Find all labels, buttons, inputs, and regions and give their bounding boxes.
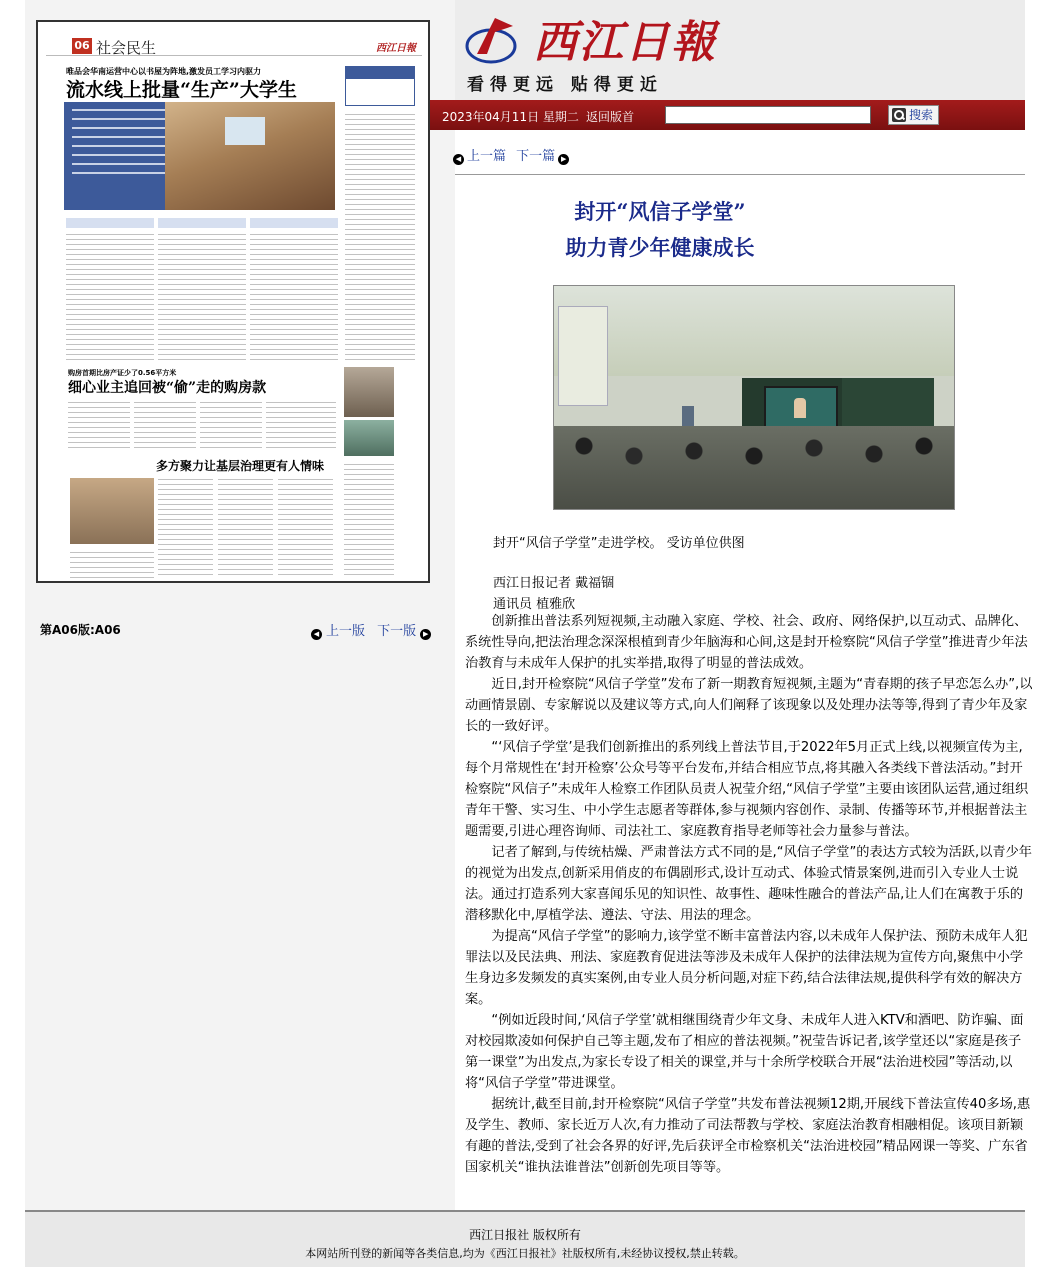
paper-side-box xyxy=(345,66,415,106)
paper-photo-library xyxy=(165,102,335,210)
paragraph: 记者了解到,与传统枯燥、严肃普法方式不同的是,“风信子学堂”的表达方式较为活跃,以青少年的视觉为出发点,创新采用俏皮的布偶剧形式,设计互动式、体验式情景案例,进而引入专业人士说法。通过打造系列大家喜闻乐见的知识性、故事性、趣味性融合的普法产品,让人们在寓教于乐的潜移默化中,厚植学法、遵法、守法、用法的理念。 xyxy=(465,845,1032,923)
footer-copyright: 西江日报社 版权所有 xyxy=(469,1228,581,1242)
paper-headline2-sub: 购房首期比房产证少了0.56平方米 xyxy=(68,369,177,377)
paper-headline: 流水线上批量“生产”大学生 xyxy=(66,79,297,101)
paragraph: 创新推出普法系列短视频,主动融入家庭、学校、社会、政府、网络保护,以互动式、品牌化、系统性导向,把法治理念深深根植到青少年脑海和心间,这是封开检察院“风信子学堂”推进青少年法治教育与未成年人保护的扎实举措,取得了明显的普法成效。 xyxy=(465,614,1028,671)
page xyxy=(25,0,1033,1267)
arrow-left-icon: ◀ xyxy=(453,154,464,165)
search-input[interactable] xyxy=(665,106,871,124)
edition-label: 第A06版:A06 xyxy=(40,623,121,637)
newspaper-logo[interactable]: 西江日報 xyxy=(533,17,717,68)
prev-article-link[interactable]: 上一篇 xyxy=(467,149,507,164)
newspaper-page-image[interactable] xyxy=(36,20,430,583)
article-body xyxy=(465,611,1033,1178)
paper-section-title: 社会民生 xyxy=(96,39,157,57)
flag-logo-icon xyxy=(465,14,519,66)
masthead xyxy=(455,0,1025,100)
byline xyxy=(493,573,614,615)
footer-notice: 本网站所刊登的新闻等各类信息,均为《西江日报社》社版权所有,未经协议授权,禁止转载。 xyxy=(305,1247,745,1260)
paragraph: 据统计,截至目前,封开检察院“风信子学堂”共发布普法视频12期,开展线下普法宣传40多场,惠及学生、教师、家长近万人次,有力推动了司法帮教与学校、家庭法治教育相融相促。该项目新颖有趣的普法,受到了社会各界的好评,先后获评全市检察机关“法治进校园”精品网课一等奖、广东省国家机关“谁执法谁普法”创新创先项目等等。 xyxy=(465,1097,1031,1175)
paper-headline-sub: 唯品会华南运营中心以书屋为阵地,激发员工学习内驱力 xyxy=(66,67,262,76)
paper-headline3: 多方聚力让基层治理更有人情味 xyxy=(156,459,325,473)
byline-correspondent: 通讯员 植雅欣 xyxy=(493,597,576,612)
page-navigation xyxy=(311,620,431,640)
footer xyxy=(25,1210,1025,1267)
arrow-right-icon: ▶ xyxy=(558,154,569,165)
paper-logo: 西江日報 xyxy=(376,43,416,54)
next-page-link[interactable]: 下一版 xyxy=(377,624,417,639)
article-title-line1: 封开“风信子学堂” xyxy=(574,199,746,224)
photo-caption: 封开“风信子学堂”走进学校。 受访单位供图 xyxy=(493,536,745,551)
search-button[interactable] xyxy=(888,105,939,125)
paper-page-number: 06 xyxy=(72,38,92,54)
arrow-left-icon: ◀ xyxy=(311,629,322,640)
paragraph: 为提高“风信子学堂”的影响力,该学堂不断丰富普法内容,以未成年人保护法、预防未成年人犯罪法以及民法典、刑法、家庭教育促进法等涉及未成年人保护的法律法规为宣传方向,聚焦中小学生身边多发频发的真实案例,由专业人员分析问题,对症下药,结合法律法规,提供科学有效的解决方案。 xyxy=(465,929,1028,1007)
paper-headline2: 细心业主追回被“偷”走的购房款 xyxy=(68,380,267,396)
paper-header xyxy=(46,36,422,56)
search-button-label: 搜索 xyxy=(909,108,934,122)
byline-reporter: 西江日报记者 戴福锢 xyxy=(493,576,615,591)
slogan: 看得更远 贴得更近 xyxy=(467,75,663,95)
article-title-line2: 助力青少年健康成长 xyxy=(565,235,755,260)
arrow-right-icon: ▶ xyxy=(420,629,431,640)
paper-photo-classroom xyxy=(344,420,394,456)
divider xyxy=(455,174,1025,175)
date-search-bar xyxy=(430,100,1025,130)
prev-page-link[interactable]: 上一版 xyxy=(326,624,366,639)
paper-photo-community xyxy=(70,478,154,544)
paragraph: 近日,封开检察院“风信子学堂”发布了新一期教育短视频,主题为“青春期的孩子早恋怎么办”,以动画情景剧、专家解说以及建议等方式,向人们阐释了该现象以及处理办法等等,得到了青少年及家长的一致好评。 xyxy=(465,677,1033,734)
back-to-front-link[interactable]: 返回版首 xyxy=(586,110,635,124)
paper-photo-small xyxy=(344,367,394,417)
paragraph: “‘风信子学堂’是我们创新推出的系列线上普法节目,于2022年5月正式上线,以视频宣传为主,每个月常规性在‘封开检察’公众号等平台发布,并结合相应节点,将其融入各类线下普法活动。”封开检察院“风信子”未成年人检察工作团队员责人祝莹介绍,“风信子学堂”主要由该团队运营,通过组织青年干警、实习生、中小学生志愿者等群体,参与视频内容创作、录制、传播等环节,并根据普法主题需要,引进心理咨询师、司法社工、家庭教育指导老师等社会力量参与普法。 xyxy=(465,740,1029,839)
next-article-link[interactable]: 下一篇 xyxy=(516,149,556,164)
page-thumbnail-panel xyxy=(25,0,455,1210)
article-photo[interactable] xyxy=(553,285,955,510)
article-navigation xyxy=(453,145,569,165)
paragraph: “例如近段时间,‘风信子学堂’就相继围绕青少年文身、未成年人进入KTV和酒吧、防诈骗、面对校园欺凌如何保护自己等主题,发布了相应的普法视频。”祝莹告诉记者,该学堂还以“家庭是孩子第一课堂”为出发点,为家长专设了相关的课堂,并与十余所学校联合开展“法治进校园”等活动,以将“风信子学堂”带进课堂。 xyxy=(465,1013,1024,1091)
issue-date: 2023年04月11日 星期二 xyxy=(442,110,579,124)
search-icon xyxy=(892,108,906,122)
